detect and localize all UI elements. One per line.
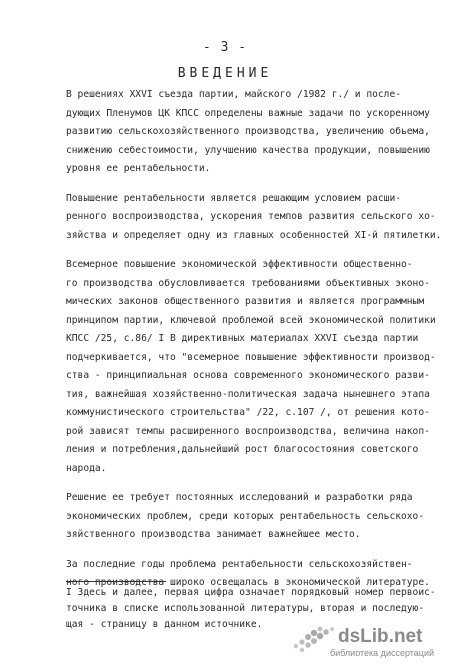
text-line: развитию сельскохозяйственного производства, увеличению обьема, xyxy=(66,126,430,137)
text-line: Решение ее требует постоянных исследований и разработки ряда xyxy=(66,492,413,503)
text-line: ренного воспроизводства, ускорения темпов развития сельского хо- xyxy=(66,211,436,222)
text-line: принципом партии, ключевой проблемой всей экономической политики xyxy=(66,314,436,326)
heading: ВВЕДЕНИЕ xyxy=(177,66,273,81)
text-line: экономических проблем, среди которых рентабельность сельскохо- xyxy=(66,510,425,522)
text-line: подчеркивается, что "всемерное повышение эффективности производ- xyxy=(66,351,436,363)
paragraph-3 xyxy=(66,256,436,478)
text-line: уровня ее рентабельности. xyxy=(66,163,211,174)
text-line: дующих Пленумов ЦК КПСС определены важные задачи по ускоренному xyxy=(66,107,430,119)
text-line: коммунистического строительства" /22, с.107 /, от решения кото- xyxy=(66,407,430,418)
text-line: снижению себестоимости, улучшению качества продукции, повышению xyxy=(66,144,430,156)
paragraph-1 xyxy=(66,86,430,179)
text-line: Всемерное повышение экономической эффективности общественно- xyxy=(66,259,413,270)
text-line: ного производства широко освещалась в экономической литературе. xyxy=(66,577,430,588)
text-line: мических законов общественного развития и является программным xyxy=(66,296,425,307)
text-line: КПСС /25, с.86/ I В директивных материалах XXVI съезда партии xyxy=(66,333,419,344)
paragraph-4 xyxy=(66,489,425,545)
text-line: Повышение рентабельности является решающим условием расши- xyxy=(66,192,402,204)
text-line: зяйства и определяет одну из главных особенностей XI-й пятилетки. xyxy=(66,229,442,241)
text-line: ления и потребления,дальнейший рост благосостояния советского xyxy=(66,444,419,455)
paragraph-2 xyxy=(66,190,442,246)
footnote-rule xyxy=(66,581,166,582)
body-text xyxy=(66,86,442,593)
watermark-brand[interactable]: dsLib.net xyxy=(338,626,423,647)
footnote-line: I Здесь и далее, первая цифра означает порядковый номер первоис- xyxy=(66,587,436,598)
watermark-tagline: библиотека диссертаций xyxy=(330,648,435,658)
text-line: рой зависят темпы расширенного воспроизводства, величина накоп- xyxy=(66,425,430,437)
text-line: В решениях XXVI съезда партии, майского /1982 г./ и после- xyxy=(66,89,402,100)
text-line: народа. xyxy=(66,462,107,474)
footnote-line: щая - страницу в данном источнике. xyxy=(66,619,263,630)
text-line: го производства обусловливается требованиями объективных эконо- xyxy=(66,277,430,289)
watermark[interactable] xyxy=(290,626,440,660)
text-line: За последние годы проблема рентабельности сельскохозяйствен- xyxy=(66,558,413,570)
text-line: ства - принципиальная основа современного экономического разви- xyxy=(66,370,430,381)
text-line: тия, важнейшая хозяйственно-политическая задача нынешнего этапа xyxy=(66,388,430,400)
page-number: - 3 - xyxy=(202,40,248,55)
footnote-line: точника в списке использованной литературы, вторая и последую- xyxy=(66,603,425,614)
text-line: зяйственного производства занимает важнейшее место. xyxy=(66,529,361,540)
